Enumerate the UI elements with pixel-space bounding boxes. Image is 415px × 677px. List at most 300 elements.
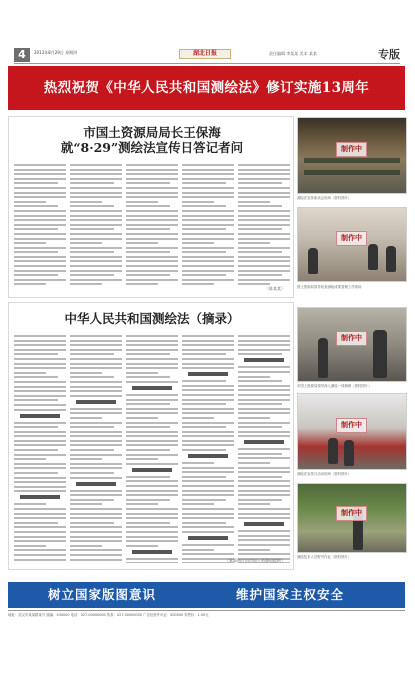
text-line: [182, 251, 226, 253]
text-line: [14, 201, 46, 203]
text-line: [70, 224, 122, 226]
text-line: [14, 490, 66, 492]
text-line: [238, 467, 290, 469]
text-line: [182, 274, 226, 276]
text-line: [182, 385, 234, 387]
text-line: [14, 522, 58, 524]
text-line: [14, 344, 66, 346]
section-title: 专版: [378, 48, 400, 61]
text-line: [182, 485, 234, 487]
text-line: [238, 480, 290, 482]
text-line: [182, 270, 234, 272]
text-line: [70, 164, 122, 166]
subheading-block: [188, 454, 228, 458]
text-column: [70, 164, 122, 292]
text-line: [70, 201, 102, 203]
text-line: [126, 372, 158, 374]
text-line: [182, 358, 234, 360]
text-line: [182, 403, 226, 405]
text-line: [182, 238, 234, 240]
text-line: [126, 279, 178, 281]
subheading-block: [244, 440, 284, 444]
text-line: [14, 440, 66, 442]
footer-info: [8, 610, 405, 620]
text-line: [14, 164, 66, 166]
text-line: [70, 444, 122, 446]
text-line: [126, 399, 178, 401]
text-line: [70, 508, 122, 510]
masthead-date: 2013年8月29日 星期四: [34, 50, 78, 55]
text-line: [70, 431, 122, 433]
text-line: [14, 260, 66, 262]
text-line: [126, 444, 178, 446]
text-line: [14, 270, 66, 272]
text-line: [70, 219, 122, 221]
masthead-divider: [14, 63, 400, 64]
page-number: 4: [14, 48, 30, 62]
text-line: [70, 531, 122, 533]
text-line: [14, 215, 66, 217]
text-line: [238, 426, 282, 428]
text-line: [238, 513, 290, 515]
text-line: [14, 219, 66, 221]
text-line: [238, 549, 270, 551]
text-line: [238, 169, 290, 171]
text-line: [14, 477, 66, 479]
text-line: [14, 426, 58, 428]
text-column: [14, 335, 66, 563]
text-line: [70, 412, 122, 414]
text-line: [14, 503, 46, 505]
text-line: [238, 219, 290, 221]
text-line: [126, 435, 178, 437]
text-line: [238, 210, 290, 212]
text-line: [126, 363, 178, 365]
text-line: [238, 201, 270, 203]
text-line: [70, 238, 122, 240]
text-line: [14, 187, 66, 189]
text-line: [70, 251, 114, 253]
text-line: [14, 454, 66, 456]
text-line: [238, 380, 282, 382]
text-line: [126, 233, 178, 235]
text-line: [182, 363, 234, 365]
text-line: [70, 408, 122, 410]
text-line: [238, 476, 282, 478]
text-line: [14, 431, 66, 433]
text-line: [126, 480, 178, 482]
text-line: [182, 187, 234, 189]
text-line: [126, 376, 170, 378]
text-line: [238, 224, 290, 226]
newspaper-logo: [179, 49, 231, 59]
text-column: [182, 164, 234, 292]
text-line: [238, 371, 290, 373]
text-line: [14, 349, 66, 351]
text-line: [126, 251, 170, 253]
text-line: [182, 201, 214, 203]
text-line: [182, 422, 234, 424]
text-line: [126, 562, 178, 563]
text-line: [182, 449, 226, 451]
text-line: [238, 238, 290, 240]
text-line: [14, 196, 66, 198]
bottom-banner-left: 树立国家版图意识: [48, 587, 157, 602]
text-line: [14, 536, 66, 538]
text-line: [182, 340, 234, 342]
text-line: [182, 399, 234, 401]
text-line: [14, 335, 66, 337]
text-line: [182, 508, 234, 510]
text-line: [70, 182, 114, 184]
text-line: [14, 279, 66, 281]
text-line: [70, 349, 122, 351]
interview-body: [14, 164, 290, 292]
interview-article: [8, 116, 294, 298]
text-line: [14, 340, 66, 342]
text-line: [14, 422, 66, 424]
text-line: [14, 390, 66, 392]
text-line: [238, 173, 290, 175]
text-line: [14, 435, 66, 437]
text-line: [126, 408, 178, 410]
text-line: [182, 499, 226, 501]
text-line: [70, 363, 122, 365]
text-line: [70, 228, 114, 230]
text-line: [126, 531, 178, 533]
text-line: [126, 476, 170, 478]
text-line: [238, 422, 290, 424]
text-column: [182, 335, 234, 563]
text-line: [70, 490, 122, 492]
text-line: [126, 426, 170, 428]
text-line: [238, 435, 290, 437]
text-line: [70, 559, 122, 561]
text-line: [182, 178, 234, 180]
text-line: [238, 417, 270, 419]
text-line: [70, 233, 122, 235]
text-line: [182, 210, 234, 212]
person-figure: [318, 338, 328, 378]
text-line: [14, 247, 66, 249]
text-line: [14, 372, 46, 374]
text-line: [126, 219, 178, 221]
text-line: [238, 215, 290, 217]
text-line: [70, 449, 114, 451]
text-line: [238, 353, 282, 355]
text-line: [238, 448, 290, 450]
text-line: [182, 467, 234, 469]
photo-surveying: [297, 483, 407, 553]
text-line: [182, 522, 226, 524]
text-line: [238, 340, 290, 342]
text-line: [126, 274, 170, 276]
text-line: [14, 169, 66, 171]
text-line: [182, 219, 234, 221]
text-line: [182, 408, 234, 410]
text-line: [182, 471, 234, 473]
text-line: [14, 233, 66, 235]
text-line: [182, 192, 234, 194]
text-line: [182, 182, 226, 184]
text-line: [70, 169, 122, 171]
text-line: [126, 485, 178, 487]
text-line: [70, 526, 122, 528]
text-line: [126, 228, 170, 230]
text-line: [238, 471, 290, 473]
photo-meeting-hall: [297, 117, 407, 194]
text-line: [182, 426, 226, 428]
subheading-block: [132, 386, 172, 390]
text-line: [238, 453, 282, 455]
text-line: [14, 238, 66, 240]
text-line: [70, 265, 122, 267]
text-line: [182, 531, 234, 533]
text-line: [238, 187, 290, 189]
text-line: [126, 201, 158, 203]
text-line: [14, 467, 66, 469]
subheading-block: [188, 536, 228, 540]
text-line: [126, 517, 178, 519]
top-banner: [8, 66, 405, 110]
text-line: [70, 477, 122, 479]
text-line: [238, 508, 290, 510]
text-line: [182, 353, 226, 355]
text-line: [14, 486, 66, 488]
photo-detail: [304, 158, 400, 163]
text-line: [14, 395, 66, 397]
text-line: [70, 187, 122, 189]
text-line: [70, 381, 122, 383]
text-line: [70, 536, 122, 538]
text-line: [126, 335, 178, 337]
text-line: [182, 513, 234, 515]
text-line: [238, 389, 290, 391]
text-line: [70, 458, 102, 460]
text-line: [126, 508, 178, 510]
text-line: [14, 283, 46, 285]
text-line: [70, 376, 114, 378]
text-line: [182, 476, 226, 478]
text-line: [238, 349, 290, 351]
text-line: [238, 399, 290, 401]
text-line: [182, 335, 234, 337]
text-line: [182, 435, 234, 437]
text-column: [238, 164, 290, 292]
stamp-label: 制作中: [336, 231, 367, 246]
bottom-banner-right: 维护国家主权安全: [236, 587, 345, 602]
text-line: [182, 444, 234, 446]
text-column: [126, 164, 178, 292]
text-line: [126, 182, 170, 184]
text-line: [126, 417, 158, 419]
text-line: [182, 164, 234, 166]
text-line: [14, 182, 58, 184]
photo-publicity-event: [297, 393, 407, 470]
text-line: [182, 380, 226, 382]
text-line: [126, 394, 178, 396]
text-line: [126, 463, 178, 465]
text-line: [70, 270, 122, 272]
text-line: [126, 344, 178, 346]
photo-field-visit: [297, 307, 407, 382]
text-line: [238, 196, 290, 198]
text-line: [238, 260, 290, 262]
text-line: [14, 531, 66, 533]
text-line: [70, 467, 122, 469]
text-line: [126, 164, 178, 166]
text-line: [126, 403, 170, 405]
text-line: [70, 499, 114, 501]
text-line: [238, 499, 282, 501]
text-line: [14, 409, 66, 411]
subheading-block: [20, 495, 60, 499]
text-line: [70, 422, 122, 424]
bottom-banner: [8, 582, 405, 608]
text-line: [14, 386, 66, 388]
text-line: [126, 349, 178, 351]
text-line: [14, 228, 58, 230]
text-line: [182, 224, 234, 226]
person-figure: [368, 244, 378, 270]
text-line: [70, 554, 122, 556]
text-line: [14, 265, 66, 267]
text-line: [182, 431, 234, 433]
text-line: [238, 517, 290, 519]
text-line: [14, 256, 66, 258]
text-line: [126, 449, 170, 451]
text-line: [14, 205, 58, 207]
text-line: [182, 173, 234, 175]
text-line: [182, 344, 234, 346]
text-line: [182, 169, 234, 171]
subheading-block: [20, 414, 60, 418]
text-line: [182, 215, 234, 217]
text-line: [182, 440, 234, 442]
text-line: [182, 394, 234, 396]
text-line: [126, 173, 178, 175]
subheading-block: [188, 372, 228, 376]
text-line: [70, 426, 114, 428]
text-line: [238, 485, 290, 487]
interview-headline-line2: 就“8·29”测绘法宣传日答记者问: [60, 140, 244, 155]
text-line: [238, 394, 290, 396]
text-line: [70, 503, 102, 505]
text-line: [14, 472, 58, 474]
text-line: [182, 526, 234, 528]
text-line: [126, 381, 178, 383]
text-line: [14, 463, 66, 465]
text-line: [182, 553, 234, 555]
text-line: [238, 335, 290, 337]
text-line: [238, 182, 282, 184]
interview-signature: （陈某某）: [265, 286, 285, 291]
text-line: [126, 256, 178, 258]
text-line: [126, 522, 170, 524]
text-line: [238, 490, 290, 492]
text-line: [14, 192, 66, 194]
text-line: [70, 335, 122, 337]
text-line: [182, 367, 234, 369]
text-line: [70, 494, 122, 496]
text-line: [238, 385, 290, 387]
text-line: [126, 458, 158, 460]
text-line: [126, 270, 178, 272]
text-line: [70, 517, 122, 519]
photo-caption: 国土资源局领导检查测绘成果管理工作现场: [297, 285, 362, 289]
text-line: [70, 545, 102, 547]
masthead-editor: 责任编辑 李某某 美术 某某: [269, 51, 317, 56]
subheading-block: [132, 468, 172, 472]
text-line: [182, 205, 226, 207]
text-line: [70, 522, 114, 524]
text-line: [126, 192, 178, 194]
text-line: [126, 265, 178, 267]
text-line: [70, 463, 122, 465]
person-figure: [344, 440, 354, 466]
law-excerpt-headline: 中华人民共和国测绘法（摘录）: [64, 311, 240, 326]
text-line: [182, 389, 234, 391]
text-line: [14, 367, 66, 369]
interview-headline-line1: 市国土资源局局长王保海: [83, 125, 221, 140]
text-line: [238, 530, 290, 532]
text-line: [238, 544, 290, 546]
footer-text: 地址：武汉市某某路某号 邮编：430000 电话：027-00000000 传真：027-00000000 广告经营许可证：000000 零售价：1.00元: [8, 613, 209, 617]
text-line: [238, 412, 290, 414]
text-line: [70, 358, 122, 360]
text-line: [14, 358, 66, 360]
text-line: [126, 558, 178, 560]
text-line: [14, 251, 58, 253]
text-line: [126, 247, 178, 249]
text-line: [238, 344, 290, 346]
top-banner-text: 热烈祝贺《中华人民共和国测绘法》修订实施13周年: [43, 80, 370, 96]
text-line: [238, 242, 270, 244]
photo-caption: 测绘法宣传座谈会现场（资料图片）: [297, 196, 352, 200]
text-line: [70, 242, 102, 244]
text-line: [126, 215, 178, 217]
text-column: [126, 335, 178, 563]
text-line: [70, 247, 122, 249]
text-line: [126, 340, 178, 342]
photo-caption: 市国土资源局领导深入测绘一线调研（资料图片）: [297, 384, 372, 388]
text-line: [70, 454, 122, 456]
text-line: [182, 480, 234, 482]
text-line: [70, 440, 122, 442]
text-line: [14, 210, 66, 212]
text-line: [70, 340, 122, 342]
subheading-block: [76, 400, 116, 404]
text-line: [70, 192, 122, 194]
text-line: [126, 412, 178, 414]
text-line: [70, 472, 114, 474]
text-line: [238, 535, 290, 537]
text-line: [182, 549, 214, 551]
text-line: [126, 283, 158, 285]
text-line: [126, 494, 178, 496]
subheading-block: [76, 482, 116, 486]
text-line: [238, 462, 270, 464]
newspaper-logo-text: 湖北日报: [192, 50, 217, 57]
text-line: [238, 265, 290, 267]
text-line: [70, 435, 122, 437]
text-line: [70, 367, 122, 369]
text-line: [14, 274, 58, 276]
text-line: [14, 554, 66, 556]
text-line: [126, 196, 178, 198]
text-line: [70, 417, 102, 419]
subheading-block: [132, 550, 172, 554]
